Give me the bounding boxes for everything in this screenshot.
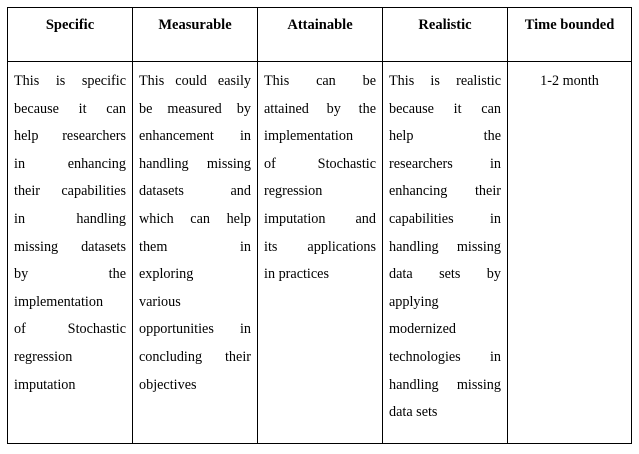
header-realistic: Realistic	[383, 8, 508, 62]
cell-line: This can be	[264, 73, 376, 89]
cell-line: handling missing	[389, 238, 501, 255]
smart-criteria-table	[7, 7, 632, 444]
cell-line: help researchers	[14, 128, 126, 145]
cell-line: which can help	[139, 210, 251, 227]
cell-line: objectives	[139, 376, 197, 393]
cell-line: data sets by	[389, 266, 501, 283]
header-row	[8, 8, 632, 62]
cell-line: opportunities in	[139, 321, 251, 338]
realistic-text	[389, 68, 501, 427]
cell-line: missing datasets	[14, 238, 126, 255]
cell-line: their capabilities	[14, 183, 126, 200]
cell-line: them in	[139, 238, 251, 255]
cell-line: various	[139, 293, 181, 310]
cell-line: implementation	[14, 293, 104, 310]
cell-line: imputation	[14, 376, 76, 393]
cell-time-bounded	[508, 62, 632, 444]
cell-attainable	[258, 62, 383, 444]
cell-line: attained by the	[264, 100, 376, 117]
cell-line: implementation	[264, 128, 354, 145]
cell-line: regression	[14, 348, 73, 365]
cell-line: in practices	[264, 266, 329, 283]
cell-line: This is realistic	[389, 73, 501, 89]
cell-line: data sets	[389, 404, 438, 421]
cell-line: modernized	[389, 321, 456, 338]
cell-line: of Stochastic	[264, 155, 376, 172]
cell-line: exploring	[139, 266, 194, 283]
cell-line: imputation and	[264, 210, 376, 227]
cell-line: be measured by	[139, 100, 251, 117]
header-time-bounded: Time bounded	[508, 8, 632, 62]
header-attainable: Attainable	[258, 8, 383, 62]
header-specific: Specific	[8, 8, 133, 62]
cell-line: enhancement in	[139, 128, 251, 145]
cell-line: capabilities in	[389, 210, 501, 227]
cell-realistic	[383, 62, 508, 444]
cell-line: of Stochastic	[14, 321, 126, 338]
body-row	[8, 62, 632, 444]
cell-line: enhancing their	[389, 183, 501, 200]
cell-line: regression	[264, 183, 323, 200]
header-measurable: Measurable	[133, 8, 258, 62]
cell-line: by the	[14, 266, 126, 283]
cell-line: because it can	[14, 100, 126, 117]
cell-line: This could easily	[139, 73, 251, 89]
cell-line: researchers in	[389, 155, 501, 172]
cell-line: handling missing	[139, 155, 251, 172]
cell-line: applying	[389, 293, 439, 310]
cell-line: help the	[389, 128, 501, 145]
cell-line: technologies in	[389, 348, 501, 365]
time-bounded-text: 1-2 month	[540, 73, 599, 89]
cell-line: its applications	[264, 238, 376, 255]
specific-text	[14, 68, 126, 399]
attainable-text	[264, 68, 376, 289]
cell-line: in handling	[14, 210, 126, 227]
cell-line: concluding their	[139, 348, 251, 365]
cell-line: This is specific	[14, 73, 126, 89]
cell-line: handling missing	[389, 376, 501, 393]
cell-specific	[8, 62, 133, 444]
cell-line: in enhancing	[14, 155, 126, 172]
measurable-text	[139, 68, 251, 399]
cell-line: because it can	[389, 100, 501, 117]
cell-line: datasets and	[139, 183, 251, 200]
cell-measurable	[133, 62, 258, 444]
